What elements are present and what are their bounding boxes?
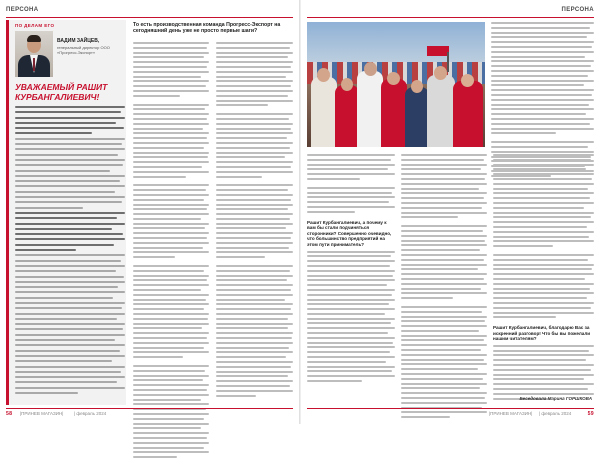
author-signature: Беседовала Марина ГОРШКОВА — [519, 396, 592, 401]
section-label-left: ПЕРСОНА — [6, 7, 39, 13]
header-rule-right — [307, 17, 594, 18]
crowd-photo — [307, 22, 485, 147]
header-rule-left — [6, 17, 293, 18]
sidebar-body-text — [15, 106, 125, 397]
footer-rule-right — [307, 408, 594, 409]
right-text-column-4 — [493, 154, 594, 402]
right-text-column-3 — [401, 154, 487, 421]
lead-question: То есть производственная команда Прогресс-Экспорт на сегодняшний день уже не просто первые шаги? — [133, 22, 281, 34]
interview-question: Рашит Курбангалиевич, а почему к вам бы стали подчиняться сторонники? Совершенно очевидно, что большинство предприятий на этом пути приниматель? — [307, 219, 392, 247]
issue-date-right: | февраль 2024 — [539, 411, 572, 416]
issue-date-left: | февраль 2024 — [74, 411, 107, 416]
right-page — [301, 0, 600, 424]
portrait-photo — [15, 31, 53, 77]
footer-rule-left — [6, 408, 293, 409]
magazine-name-left: |ПРИНЕВ МАГАЗИН| — [20, 411, 64, 416]
right-text-column-2 — [307, 154, 395, 385]
body-text-column-2 — [216, 42, 293, 399]
left-page — [0, 0, 299, 424]
sidebar — [6, 20, 126, 405]
sidebar-subheading: ПО ДЕЛАМ ЕГО — [15, 23, 55, 28]
closing-question: Рашит Курбангалиевич, благодарю Вас за искренний разговор! Что бы вы пожелали нашим читателям? — [493, 325, 591, 342]
sidebar-title: УВАЖАЕМЫЙ РАШИТ КУРБАНГАЛИЕВИЧ! — [15, 82, 108, 102]
page-number-right: 59 — [587, 411, 594, 417]
section-label-right: ПЕРСОНА — [561, 7, 594, 13]
magazine-name-right: |ПРИНЕВ МАГАЗИН| — [489, 411, 533, 416]
person-name: ВАДИМ ЗАЙЦЕВ, — [57, 38, 100, 44]
page-number-left: 58 — [6, 411, 13, 417]
body-text-column-1 — [133, 42, 209, 461]
person-role: генеральный директор ООО «Прогресс-Экспорт» — [57, 45, 110, 55]
